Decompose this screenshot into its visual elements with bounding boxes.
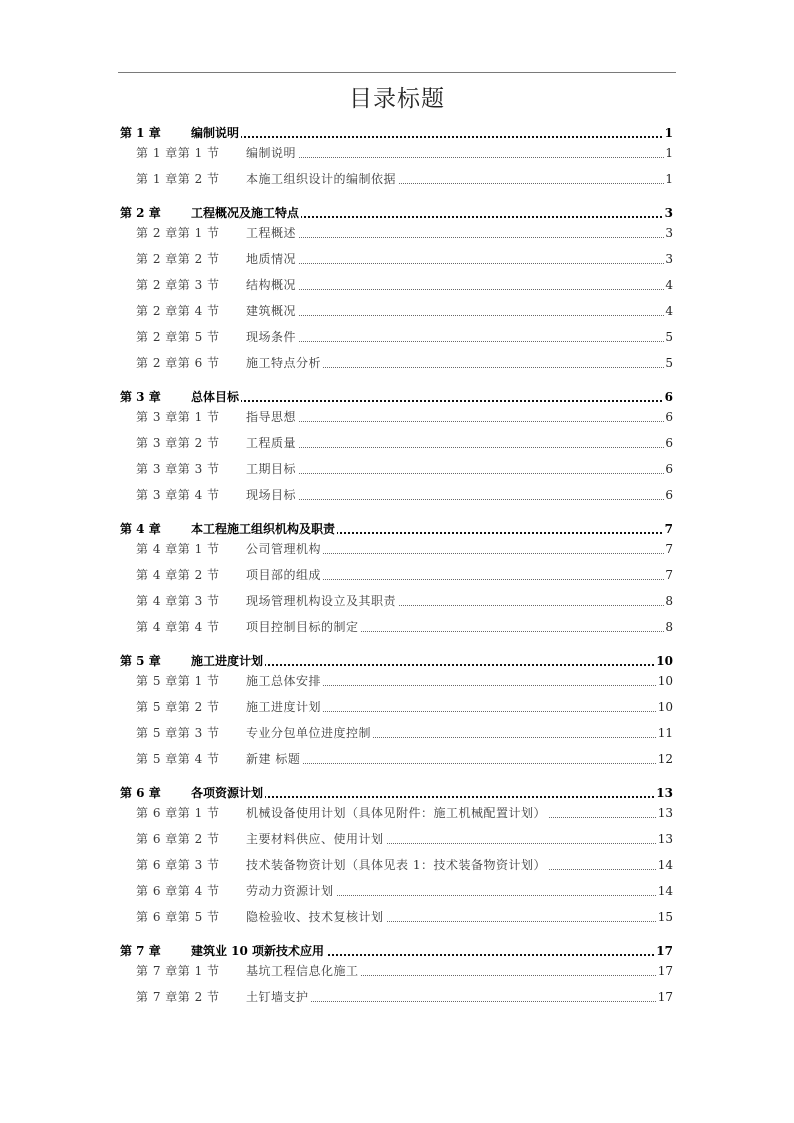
toc-section-2-4[interactable] [0,303,794,319]
section-label: 第 6 章第 1 节 [136,806,220,820]
toc-chapter-3[interactable] [0,389,794,405]
toc-section-6-4[interactable] [0,883,794,899]
page-number: 5 [665,356,673,370]
section-title: 本施工组织设计的编制依据 [246,172,397,186]
section-title: 建筑概况 [246,304,297,318]
toc-section-5-2[interactable] [0,699,794,715]
toc-chapter-6[interactable] [0,785,794,801]
chapter-label: 第 1 章 [120,126,161,140]
dot-leader [246,236,670,238]
dot-leader [246,420,670,422]
section-title: 工期目标 [246,462,297,476]
page-number: 3 [664,206,673,220]
page-number: 8 [665,620,673,634]
chapter-label: 第 3 章 [120,390,161,404]
chapter-title: 编制说明 [191,126,240,140]
section-label: 第 6 章第 5 节 [136,910,220,924]
page-number: 10 [657,700,673,714]
toc-section-6-3[interactable] [0,857,794,873]
toc-section-3-1[interactable] [0,409,794,425]
section-label: 第 6 章第 4 节 [136,884,220,898]
page-number: 4 [665,304,673,318]
toc-section-6-5[interactable] [0,909,794,925]
page-number: 10 [656,654,673,668]
section-label: 第 2 章第 3 节 [136,278,220,292]
dot-leader [191,399,670,402]
page-number: 10 [657,674,673,688]
toc-title: 目录标题 [349,86,445,112]
section-label: 第 5 章第 4 节 [136,752,220,766]
section-label: 第 1 章第 1 节 [136,146,220,160]
toc-section-3-2[interactable] [0,435,794,451]
toc-section-4-1[interactable] [0,541,794,557]
page-number: 6 [665,462,673,476]
section-title: 施工进度计划 [246,700,322,714]
toc-section-3-3[interactable] [0,461,794,477]
page-number: 6 [665,436,673,450]
section-title: 结构概况 [246,278,297,292]
dot-leader [246,262,670,264]
toc-section-5-3[interactable] [0,725,794,741]
section-label: 第 5 章第 2 节 [136,700,220,714]
section-label: 第 3 章第 3 节 [136,462,220,476]
page-number: 13 [657,806,673,820]
chapter-title: 工程概况及施工特点 [191,206,300,220]
section-label: 第 5 章第 1 节 [136,674,220,688]
chapter-title: 本工程施工组织机构及职责 [191,522,336,536]
section-label: 第 2 章第 2 节 [136,252,220,266]
page-number: 17 [656,944,673,958]
toc-chapter-4[interactable] [0,521,794,537]
section-label: 第 4 章第 1 节 [136,542,220,556]
section-label: 第 7 章第 2 节 [136,990,220,1004]
section-title: 工程质量 [246,436,297,450]
section-title: 工程概述 [246,226,297,240]
section-label: 第 1 章第 2 节 [136,172,220,186]
toc-section-4-4[interactable] [0,619,794,635]
section-label: 第 2 章第 4 节 [136,304,220,318]
section-label: 第 4 章第 2 节 [136,568,220,582]
toc-chapter-5[interactable] [0,653,794,669]
toc-section-6-2[interactable] [0,831,794,847]
page-number: 6 [665,488,673,502]
page-number: 7 [665,568,673,582]
dot-leader [191,135,670,138]
page-number: 3 [665,252,673,266]
section-title: 公司管理机构 [246,542,322,556]
section-title: 隐检验收、技术复核计划 [246,910,384,924]
section-title: 机械设备使用计划（具体见附件：施工机械配置计划） [246,806,547,820]
section-title: 主要材料供应、使用计划 [246,832,384,846]
toc-section-4-3[interactable] [0,593,794,609]
dot-leader [246,340,670,342]
section-title: 施工总体安排 [246,674,322,688]
page-number: 7 [664,522,673,536]
section-label: 第 4 章第 3 节 [136,594,220,608]
chapter-title: 各项资源计划 [191,786,264,800]
toc-section-7-2[interactable] [0,989,794,1005]
page-number: 15 [657,910,673,924]
dot-leader [246,472,670,474]
toc-chapter-7[interactable] [0,943,794,959]
toc-section-7-1[interactable] [0,963,794,979]
page-number: 1 [664,126,673,140]
toc-chapter-2[interactable] [0,205,794,221]
chapter-label: 第 2 章 [120,206,161,220]
section-title: 指导思想 [246,410,297,424]
toc-section-3-4[interactable] [0,487,794,503]
page-number: 4 [665,278,673,292]
toc-section-5-4[interactable] [0,751,794,767]
dot-leader [246,762,670,764]
section-title: 编制说明 [246,146,297,160]
section-label: 第 3 章第 2 节 [136,436,220,450]
section-label: 第 3 章第 4 节 [136,488,220,502]
dot-leader [246,498,670,500]
chapter-title: 总体目标 [191,390,240,404]
section-label: 第 2 章第 1 节 [136,226,220,240]
chapter-label: 第 5 章 [120,654,161,668]
section-title: 现场目标 [246,488,297,502]
page-number: 3 [665,226,673,240]
section-title: 专业分包单位进度控制 [246,726,372,740]
section-title: 劳动力资源计划 [246,884,334,898]
toc-section-4-2[interactable] [0,567,794,583]
dot-leader [246,288,670,290]
toc-section-1-2[interactable] [0,171,794,187]
page-number: 13 [656,786,673,800]
dot-leader [246,446,670,448]
toc-section-2-5[interactable] [0,329,794,345]
toc-section-2-3[interactable] [0,277,794,293]
toc-section-2-1[interactable] [0,225,794,241]
toc-chapter-1[interactable] [0,125,794,141]
section-label: 第 7 章第 1 节 [136,964,220,978]
toc-section-1-1[interactable] [0,145,794,161]
section-label: 第 3 章第 1 节 [136,410,220,424]
chapter-label: 第 4 章 [120,522,161,536]
page-number: 14 [657,858,673,872]
page-number: 1 [665,172,673,186]
section-label: 第 4 章第 4 节 [136,620,220,634]
section-label: 第 2 章第 5 节 [136,330,220,344]
page-number: 6 [665,410,673,424]
section-label: 第 6 章第 2 节 [136,832,220,846]
section-title: 现场管理机构设立及其职责 [246,594,397,608]
section-title: 新建 标题 [246,752,301,766]
section-title: 施工特点分析 [246,356,322,370]
toc-section-2-6[interactable] [0,355,794,371]
page-number: 6 [664,390,673,404]
section-label: 第 6 章第 3 节 [136,858,220,872]
section-title: 地质情况 [246,252,297,266]
section-title: 现场条件 [246,330,297,344]
page-number: 17 [657,990,673,1004]
section-title: 技术装备物资计划（具体见表 1：技术装备物资计划） [246,858,546,872]
section-title: 项目控制目标的制定 [246,620,359,634]
chapter-label: 第 7 章 [120,944,161,958]
toc-section-5-1[interactable] [0,673,794,689]
dot-leader [246,156,670,158]
page-number: 5 [665,330,673,344]
page-number: 8 [665,594,673,608]
section-title: 基坑工程信息化施工 [246,964,359,978]
section-label: 第 5 章第 3 节 [136,726,220,740]
chapter-title: 施工进度计划 [191,654,264,668]
section-title: 项目部的组成 [246,568,322,582]
page-number: 1 [665,146,673,160]
dot-leader [246,314,670,316]
page-number: 11 [657,726,673,740]
page-number: 17 [657,964,673,978]
section-title: 土钉墙支护 [246,990,309,1004]
toc-section-2-2[interactable] [0,251,794,267]
chapter-label: 第 6 章 [120,786,161,800]
chapter-title: 建筑业 10 项新技术应用 [191,944,325,958]
page-number: 7 [665,542,673,556]
page-number: 14 [657,884,673,898]
section-label: 第 2 章第 6 节 [136,356,220,370]
page-number: 13 [657,832,673,846]
toc-section-6-1[interactable] [0,805,794,821]
page-number: 12 [657,752,673,766]
